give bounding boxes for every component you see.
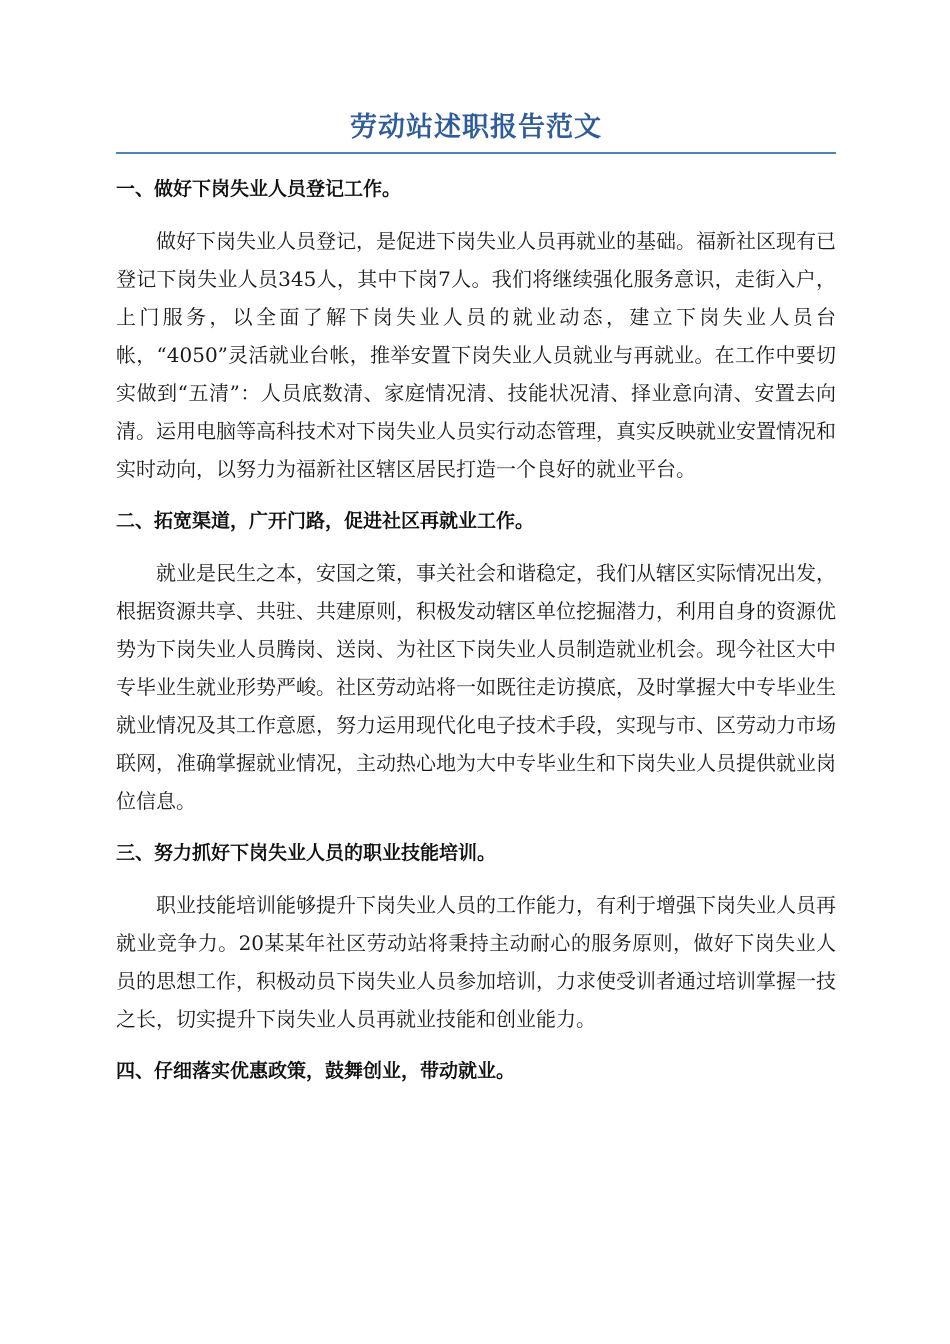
section-heading-1: 一、做好下岗失业人员登记工作。 <box>116 178 402 200</box>
section-body-1: 做好下岗失业人员登记，是促进下岗失业人员再就业的基础。福新社区现有已登记下岗失业人员345人，其中下岗7人。我们将继续强化服务意识，走街入户，上门服务，以全面了解下岗失业人员的就业动态，建立下岗失业人员台帐，“4050”灵活就业台帐，推举安置下岗失业人员就业与再就业。在工作中要切实做到“五清”：人员底数清、家庭情况清、技能状况清、择业意向清、安置去向清。运用电脑等高科技术对下岗失业人员实行动态管理，真实反映就业安置情况和实时动向，以努力为福新社区辖区居民打造一个良好的就业平台。 <box>116 229 836 481</box>
document-title: 劳动站述职报告范文 <box>350 112 602 143</box>
document-page <box>116 108 836 1104</box>
section-body-2: 就业是民生之本，安国之策，事关社会和谐稳定，我们从辖区实际情况出发，根据资源共享、共驻、共建原则，积极发动辖区单位挖掘潜力，利用自身的资源优势为下岗失业人员腾岗、送岗、为社区下岗失业人员制造就业机会。现今社区大中专毕业生就业形势严峻。社区劳动站将一如既往走访摸底，及时掌握大中专毕业生就业情况及其工作意愿，努力运用现代化电子技术手段，实现与市、区劳动力市场联网，准确掌握就业情况，主动热心地为大中专毕业生和下岗失业人员提供就业岗位信息。 <box>116 561 836 813</box>
section-heading-2: 二、拓宽渠道，广开门路，促进社区再就业工作。 <box>116 510 535 532</box>
section-heading-4: 四、仔细落实优惠政策，鼓舞创业，带动就业。 <box>116 1060 516 1082</box>
section-heading-3: 三、努力抓好下岗失业人员的职业技能培训。 <box>116 842 497 864</box>
title-underline <box>116 152 836 154</box>
section-body-3: 职业技能培训能够提升下岗失业人员的工作能力，有利于增强下岗失业人员再就业竞争力。20某某年社区劳动站将秉持主动耐心的服务原则，做好下岗失业人员的思想工作，积极动员下岗失业人员参加培训，力求使受训者通过培训掌握一技之长，切实提升下岗失业人员再就业技能和创业能力。 <box>116 893 836 1031</box>
